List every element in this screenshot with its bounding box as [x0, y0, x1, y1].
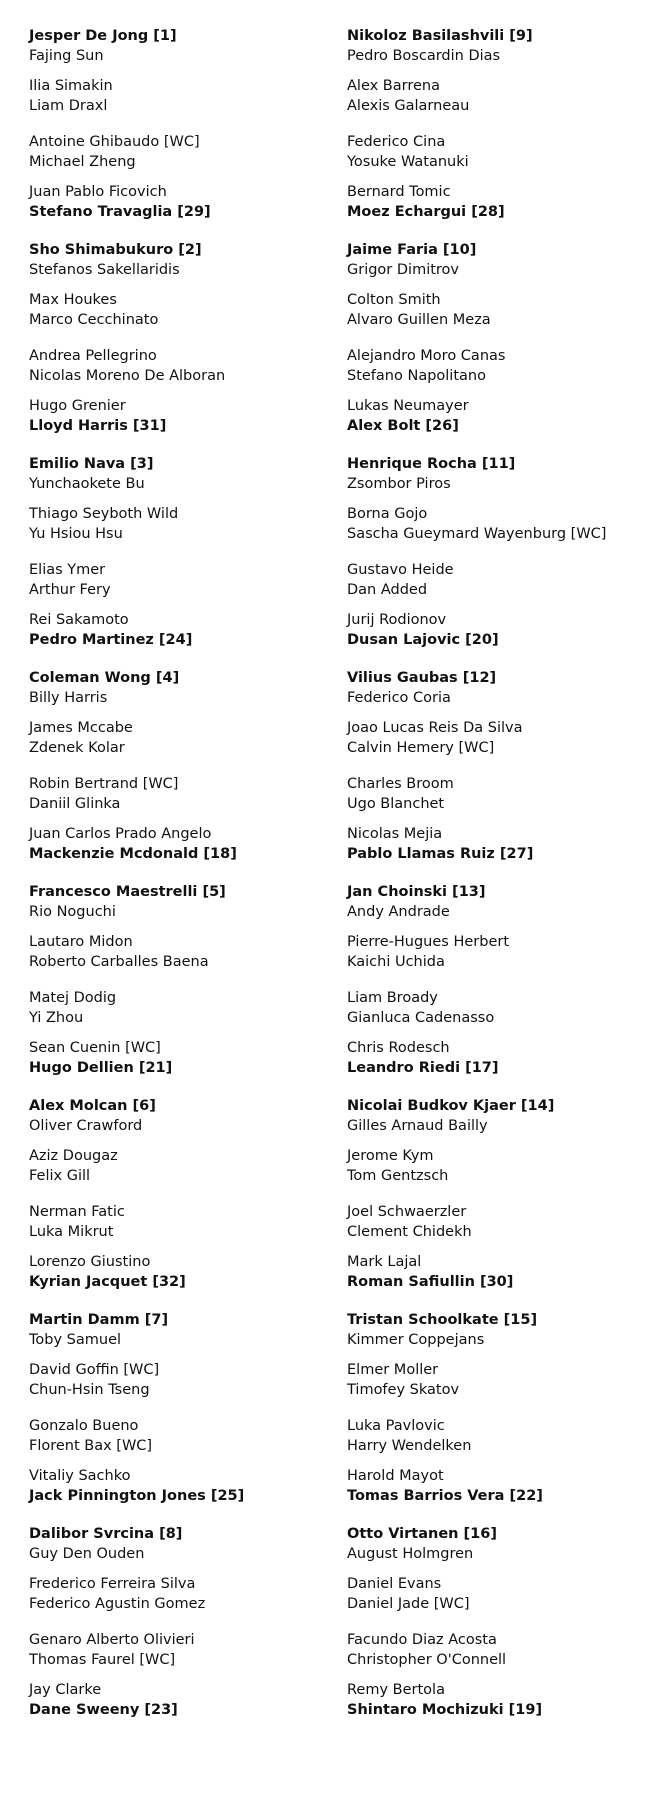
- match: [29, 1680, 244, 1720]
- draw-section: [29, 1310, 244, 1506]
- player-name: Genaro Alberto Olivieri: [29, 1632, 195, 1648]
- player-name: Liam Broady: [347, 990, 438, 1006]
- player-name: Gustavo Heide: [347, 562, 454, 578]
- match: [29, 1360, 244, 1400]
- seeded-player-name: Alex Molcan [6]: [29, 1098, 156, 1114]
- match: [347, 932, 606, 972]
- seeded-player-name: Hugo Dellien [21]: [29, 1060, 173, 1076]
- player-name: Bernard Tomic: [347, 184, 451, 200]
- match: [29, 182, 244, 222]
- player-name: Vitaliy Sachko: [29, 1468, 131, 1484]
- player-name: Chris Rodesch: [347, 1040, 450, 1056]
- match: [29, 1630, 244, 1670]
- draw-section: [347, 882, 606, 1078]
- player-name: Nicolas Moreno De Alboran: [29, 368, 226, 384]
- player-name: Gonzalo Bueno: [29, 1418, 139, 1434]
- seeded-player-name: Jesper De Jong [1]: [29, 28, 177, 44]
- match: [29, 932, 244, 972]
- draw-section: [347, 1524, 606, 1720]
- match: [347, 824, 606, 864]
- player-name: Yi Zhou: [29, 1010, 84, 1026]
- seeded-player-name: Emilio Nava [3]: [29, 456, 154, 472]
- player-name: Thiago Seyboth Wild: [29, 506, 179, 522]
- match: [29, 346, 244, 386]
- draw-section: [347, 1310, 606, 1506]
- match: [347, 1524, 606, 1564]
- seeded-player-name: Dane Sweeny [23]: [29, 1702, 178, 1718]
- player-name: Alvaro Guillen Meza: [347, 312, 491, 328]
- player-name: Elias Ymer: [29, 562, 106, 578]
- player-name: Stefanos Sakellaridis: [29, 262, 180, 278]
- player-name: Nerman Fatic: [29, 1204, 125, 1220]
- player-name: James Mccabe: [29, 720, 133, 736]
- match: [347, 1252, 606, 1292]
- match: [29, 1574, 244, 1614]
- player-name: Timofey Skatov: [347, 1382, 460, 1398]
- match: [347, 504, 606, 544]
- player-name: Lukas Neumayer: [347, 398, 469, 414]
- player-name: Jurij Rodionov: [347, 612, 447, 628]
- match: [347, 396, 606, 436]
- player-name: Joel Schwaerzler: [347, 1204, 467, 1220]
- player-name: Ugo Blanchet: [347, 796, 445, 812]
- player-name: Grigor Dimitrov: [347, 262, 459, 278]
- player-name: Christopher O'Connell: [347, 1652, 507, 1668]
- player-name: Mark Lajal: [347, 1254, 422, 1270]
- match: [347, 560, 606, 600]
- player-name: Aziz Dougaz: [29, 1148, 118, 1164]
- player-name: Pedro Boscardin Dias: [347, 48, 501, 64]
- match: [29, 610, 244, 650]
- match: [347, 988, 606, 1028]
- match: [29, 824, 244, 864]
- seeded-player-name: Nicolai Budkov Kjaer [14]: [347, 1098, 555, 1114]
- match: [347, 610, 606, 650]
- seeded-player-name: Dusan Lajovic [20]: [347, 632, 499, 648]
- draw-section: [29, 240, 244, 436]
- draw-section: [347, 454, 606, 650]
- seeded-player-name: Stefano Travaglia [29]: [29, 204, 211, 220]
- player-name: Pierre-Hugues Herbert: [347, 934, 510, 950]
- draw-section: [29, 1096, 244, 1292]
- seeded-player-name: Henrique Rocha [11]: [347, 456, 516, 472]
- match: [29, 1202, 244, 1242]
- match: [29, 240, 244, 280]
- match: [29, 1252, 244, 1292]
- match: [347, 182, 606, 222]
- player-name: Federico Coria: [347, 690, 451, 706]
- draw-section: [29, 26, 244, 222]
- player-name: Tom Gentzsch: [347, 1168, 449, 1184]
- player-name: August Holmgren: [347, 1546, 474, 1562]
- match: [347, 1574, 606, 1614]
- seeded-player-name: Mackenzie Mcdonald [18]: [29, 846, 237, 862]
- draw-column-right: [347, 26, 606, 1738]
- player-name: Marco Cecchinato: [29, 312, 159, 328]
- match: [347, 1466, 606, 1506]
- match: [29, 668, 244, 708]
- draw-section: [347, 26, 606, 222]
- match: [347, 1416, 606, 1456]
- player-name: Ilia Simakin: [29, 78, 113, 94]
- player-name: Sean Cuenin [WC]: [29, 1040, 161, 1056]
- player-name: Juan Pablo Ficovich: [29, 184, 167, 200]
- seeded-player-name: Lloyd Harris [31]: [29, 418, 167, 434]
- player-name: Sascha Gueymard Wayenburg [WC]: [347, 526, 607, 542]
- player-name: Daniil Glinka: [29, 796, 121, 812]
- seeded-player-name: Kyrian Jacquet [32]: [29, 1274, 186, 1290]
- match: [347, 718, 606, 758]
- match: [29, 882, 244, 922]
- player-name: Robin Bertrand [WC]: [29, 776, 179, 792]
- match: [347, 1680, 606, 1720]
- match: [347, 668, 606, 708]
- player-name: Yunchaokete Bu: [29, 476, 145, 492]
- draw-section: [347, 1096, 606, 1292]
- player-name: Gilles Arnaud Bailly: [347, 1118, 488, 1134]
- player-name: Luka Pavlovic: [347, 1418, 445, 1434]
- player-name: Harold Mayot: [347, 1468, 444, 1484]
- match: [29, 396, 244, 436]
- seeded-player-name: Alex Bolt [26]: [347, 418, 459, 434]
- match: [29, 560, 244, 600]
- seeded-player-name: Nikoloz Basilashvili [9]: [347, 28, 533, 44]
- player-name: Alejandro Moro Canas: [347, 348, 506, 364]
- match: [347, 882, 606, 922]
- match: [347, 132, 606, 172]
- player-name: Facundo Diaz Acosta: [347, 1632, 497, 1648]
- match: [29, 1524, 244, 1564]
- seeded-player-name: Dalibor Svrcina [8]: [29, 1526, 183, 1542]
- player-name: Rei Sakamoto: [29, 612, 129, 628]
- match: [29, 1146, 244, 1186]
- player-name: Antoine Ghibaudo [WC]: [29, 134, 200, 150]
- player-name: Joao Lucas Reis Da Silva: [347, 720, 523, 736]
- match: [29, 1038, 244, 1078]
- match: [29, 1466, 244, 1506]
- player-name: Nicolas Mejia: [347, 826, 443, 842]
- seeded-player-name: Coleman Wong [4]: [29, 670, 180, 686]
- draw-section: [29, 454, 244, 650]
- player-name: Guy Den Ouden: [29, 1546, 145, 1562]
- seeded-player-name: Tomas Barrios Vera [22]: [347, 1488, 543, 1504]
- player-name: Alexis Galarneau: [347, 98, 470, 114]
- player-name: Thomas Faurel [WC]: [29, 1652, 176, 1668]
- seeded-player-name: Martin Damm [7]: [29, 1312, 169, 1328]
- seeded-player-name: Pedro Martinez [24]: [29, 632, 193, 648]
- match: [347, 1096, 606, 1136]
- player-name: Lautaro Midon: [29, 934, 133, 950]
- player-name: Max Houkes: [29, 292, 117, 308]
- player-name: Kimmer Coppejans: [347, 1332, 485, 1348]
- player-name: Frederico Ferreira Silva: [29, 1576, 196, 1592]
- match: [347, 26, 606, 66]
- player-name: Dan Added: [347, 582, 428, 598]
- draw-section: [29, 668, 244, 864]
- match: [347, 1360, 606, 1400]
- player-name: Chun-Hsin Tseng: [29, 1382, 150, 1398]
- player-name: Michael Zheng: [29, 154, 136, 170]
- seeded-player-name: Jack Pinnington Jones [25]: [29, 1488, 245, 1504]
- seeded-player-name: Otto Virtanen [16]: [347, 1526, 497, 1542]
- player-name: Luka Mikrut: [29, 1224, 114, 1240]
- player-name: Kaichi Uchida: [347, 954, 445, 970]
- player-name: Clement Chidekh: [347, 1224, 472, 1240]
- match: [29, 504, 244, 544]
- player-name: Colton Smith: [347, 292, 441, 308]
- player-name: Yu Hsiou Hsu: [29, 526, 123, 542]
- player-name: David Goffin [WC]: [29, 1362, 160, 1378]
- seeded-player-name: Moez Echargui [28]: [347, 204, 505, 220]
- player-name: Lorenzo Giustino: [29, 1254, 151, 1270]
- player-name: Yosuke Watanuki: [347, 154, 469, 170]
- draw-section: [29, 1524, 244, 1720]
- player-name: Borna Gojo: [347, 506, 428, 522]
- match: [29, 1096, 244, 1136]
- player-name: Harry Wendelken: [347, 1438, 472, 1454]
- player-name: Andrea Pellegrino: [29, 348, 157, 364]
- player-name: Roberto Carballes Baena: [29, 954, 209, 970]
- match: [29, 454, 244, 494]
- match: [347, 240, 606, 280]
- match: [29, 1416, 244, 1456]
- draw-section: [347, 240, 606, 436]
- match: [29, 76, 244, 116]
- player-name: Remy Bertola: [347, 1682, 445, 1698]
- seeded-player-name: Jaime Faria [10]: [347, 242, 477, 258]
- match: [347, 1310, 606, 1350]
- match: [347, 1202, 606, 1242]
- player-name: Federico Agustin Gomez: [29, 1596, 206, 1612]
- player-name: Elmer Moller: [347, 1362, 439, 1378]
- match: [347, 1038, 606, 1078]
- player-name: Daniel Evans: [347, 1576, 442, 1592]
- player-name: Zsombor Piros: [347, 476, 451, 492]
- draw-column-left: [29, 26, 244, 1738]
- match: [29, 1310, 244, 1350]
- player-name: Florent Bax [WC]: [29, 1438, 153, 1454]
- player-name: Juan Carlos Prado Angelo: [29, 826, 212, 842]
- player-name: Felix Gill: [29, 1168, 91, 1184]
- match: [29, 290, 244, 330]
- player-name: Jerome Kym: [347, 1148, 434, 1164]
- player-name: Arthur Fery: [29, 582, 111, 598]
- player-name: Daniel Jade [WC]: [347, 1596, 470, 1612]
- player-name: Fajing Sun: [29, 48, 104, 64]
- player-name: Alex Barrena: [347, 78, 440, 94]
- player-name: Matej Dodig: [29, 990, 117, 1006]
- player-name: Stefano Napolitano: [347, 368, 486, 384]
- match: [347, 76, 606, 116]
- seeded-player-name: Jan Choinski [13]: [347, 884, 486, 900]
- draw-section: [29, 882, 244, 1078]
- seeded-player-name: Shintaro Mochizuki [19]: [347, 1702, 543, 1718]
- player-name: Liam Draxl: [29, 98, 108, 114]
- player-name: Hugo Grenier: [29, 398, 126, 414]
- seeded-player-name: Tristan Schoolkate [15]: [347, 1312, 538, 1328]
- match: [29, 774, 244, 814]
- seeded-player-name: Francesco Maestrelli [5]: [29, 884, 226, 900]
- match: [347, 1146, 606, 1186]
- seeded-player-name: Sho Shimabukuro [2]: [29, 242, 202, 258]
- seeded-player-name: Roman Safiullin [30]: [347, 1274, 514, 1290]
- match: [347, 290, 606, 330]
- player-name: Zdenek Kolar: [29, 740, 125, 756]
- player-name: Billy Harris: [29, 690, 108, 706]
- match: [347, 346, 606, 386]
- player-name: Toby Samuel: [29, 1332, 122, 1348]
- player-name: Rio Noguchi: [29, 904, 116, 920]
- match: [347, 454, 606, 494]
- draw-section: [347, 668, 606, 864]
- player-name: Calvin Hemery [WC]: [347, 740, 495, 756]
- match: [29, 132, 244, 172]
- player-name: Federico Cina: [347, 134, 446, 150]
- player-name: Charles Broom: [347, 776, 454, 792]
- match: [29, 718, 244, 758]
- seeded-player-name: Leandro Riedi [17]: [347, 1060, 499, 1076]
- player-name: Gianluca Cadenasso: [347, 1010, 495, 1026]
- match: [347, 1630, 606, 1670]
- match: [29, 988, 244, 1028]
- match: [29, 26, 244, 66]
- seeded-player-name: Vilius Gaubas [12]: [347, 670, 497, 686]
- player-name: Andy Andrade: [347, 904, 450, 920]
- player-name: Oliver Crawford: [29, 1118, 143, 1134]
- player-name: Jay Clarke: [29, 1682, 102, 1698]
- seeded-player-name: Pablo Llamas Ruiz [27]: [347, 846, 534, 862]
- match: [347, 774, 606, 814]
